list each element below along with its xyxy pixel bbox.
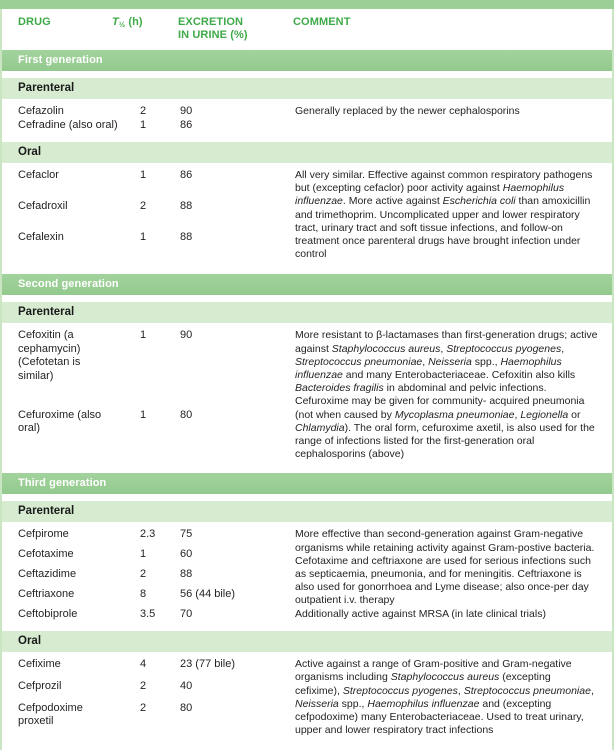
drug-name: Cefalexin (18, 230, 64, 243)
drug-name: Ceftobiprole (18, 607, 78, 620)
half-life-value: 1 (140, 548, 147, 561)
half-life-value: 1 (140, 118, 147, 131)
top-accent-bar (0, 0, 614, 9)
half-life-value: 4 (140, 658, 147, 671)
subsection-bar-oral: Oral (2, 142, 612, 163)
col-header-comment: COMMENT (293, 16, 351, 28)
drug-name: Cefotaxime (18, 548, 74, 561)
divider-gap (2, 295, 612, 302)
comment-text: All very similar. Effective against common respiratory pathogens but (excepting cefaclor) poor activity against Haemophilus influenzae. More active against Escherichia coli than amoxicillin and trimethoprim. Uncomplicated upper and lower respiratory tract, urinary tract and soft tissue infections, and follow-on treatment once parenteral drugs have brought infection under control (295, 169, 593, 261)
half-life-value: 1 (140, 408, 147, 421)
drug-group-first-oral (2, 163, 612, 274)
drug-name: Cefadroxil (18, 199, 68, 212)
half-life-value: 2 (140, 199, 147, 212)
subsection-bar-parenteral: Parenteral (2, 501, 612, 522)
excretion-value: 23 (77 bile) (180, 658, 236, 671)
divider-gap (2, 71, 612, 78)
excretion-value: 90 (180, 105, 193, 117)
drug-name: Cefradine (also oral) (18, 118, 118, 131)
comment-text: Active against a range of Gram-positive and Gram-negative organisms including Staphylococcus aureus (excepting cefixime), Streptococcus pyogenes, Streptococcus pneumoniae, Neisseria spp., Haemophilus influenzae and (excepting cefpodoxime) many Enterobacteriaceae. Used to treat urinary, upper and lower respiratory tract infections (295, 658, 594, 737)
drug-name: Cefprozil (18, 680, 62, 693)
excretion-value: 86 (180, 169, 193, 181)
half-life-value: 1 (140, 169, 147, 181)
half-life-value: 3.5 (140, 607, 156, 620)
drug-name: Ceftazidime (18, 568, 77, 581)
section-bar-first-generation: First generation (2, 50, 612, 71)
drug-name: Cefoxitin (a cephamycin) (Cefotetan is similar) (18, 329, 81, 382)
drug-name: Cefixime (18, 658, 61, 671)
half-life-value: 2 (140, 680, 147, 693)
drug-group-first-parenteral (2, 99, 612, 142)
section-bar-second-generation: Second generation (2, 274, 612, 295)
comment-text: Generally replaced by the newer cephalosporins (295, 105, 520, 117)
half-life-value: 2 (140, 701, 147, 714)
half-life-value: 8 (140, 587, 147, 600)
excretion-value: 86 (180, 118, 193, 131)
subsection-bar-parenteral: Parenteral (2, 302, 612, 323)
excretion-value: 80 (180, 701, 193, 714)
comment-text: More effective than second-generation against Gram-negative organisms while retaining activity against Gram-postive bacteria. Cefotaxime and ceftriaxone are used for serious infections such as septicaemia, pneumonia, and for meningitis. Ceftriaxone is also used for gonorrhoea and Lyme disease; also once-per day outpatient i.v. therapy (295, 528, 595, 607)
excretion-value: 88 (180, 230, 193, 243)
drug-name: Cefpodoxime proxetil (18, 701, 83, 728)
col-header-drug: DRUG (18, 16, 51, 28)
drug-name: Cefuroxime (also oral) (18, 408, 102, 435)
drug-group-third-oral (2, 652, 612, 741)
comment-text: More resistant to β-lactamases than first-generation drugs; active against Staphylococcus aureus, Streptococcus pyogenes, Streptococcus pneumoniae, Neisseria spp., Haemophilus influenzae and many Enterobacteriaceae. Cefoxitin also kills Bacteroides fragilis in abdominal and pelvic infections. Cefuroxime may be given for community- acquired pneumonia (not when caused by Mycoplasma pneumoniae, Legionella or Chlamydia). The oral form, cefuroxime axetil, is also used for the range of infections listed for the first-generation oral cephalosporins (above) (295, 329, 598, 461)
half-life-value: 2.3 (140, 528, 156, 541)
drug-group-third-parenteral (2, 522, 612, 631)
excretion-value: 90 (180, 329, 193, 342)
excretion-value: 70 (180, 607, 193, 620)
half-life-value: 2 (140, 568, 147, 581)
half-life-value: 1 (140, 230, 147, 243)
excretion-value: 75 (180, 528, 193, 541)
table-header (2, 9, 612, 50)
half-life-value: 1 (140, 329, 147, 342)
subsection-bar-parenteral: Parenteral (2, 78, 612, 99)
comment-text: Additionally active against MRSA (in late clinical trials) (295, 607, 546, 620)
drug-group-second-parenteral (2, 323, 612, 473)
drug-name: Cefazolin (18, 105, 64, 117)
excretion-value: 88 (180, 199, 193, 212)
divider-gap (2, 494, 612, 501)
excretion-value: 88 (180, 568, 193, 581)
half-life-value: 2 (140, 105, 147, 117)
drug-name: Cefaclor (18, 169, 59, 181)
drug-name: Ceftriaxone (18, 587, 75, 600)
col-header-excretion: EXCRETION IN URINE (%) (178, 16, 248, 41)
subsection-bar-oral: Oral (2, 631, 612, 652)
excretion-value: 40 (180, 680, 193, 693)
excretion-value: 56 (44 bile) (180, 587, 236, 600)
drug-name: Cefpirome (18, 528, 69, 541)
section-bar-third-generation: Third generation (2, 473, 612, 494)
table-frame (0, 9, 614, 750)
excretion-value: 60 (180, 548, 193, 561)
col-header-half-life: $T_{\frac{1}{2}}$ (h) (112, 16, 143, 29)
excretion-value: 80 (180, 408, 193, 421)
